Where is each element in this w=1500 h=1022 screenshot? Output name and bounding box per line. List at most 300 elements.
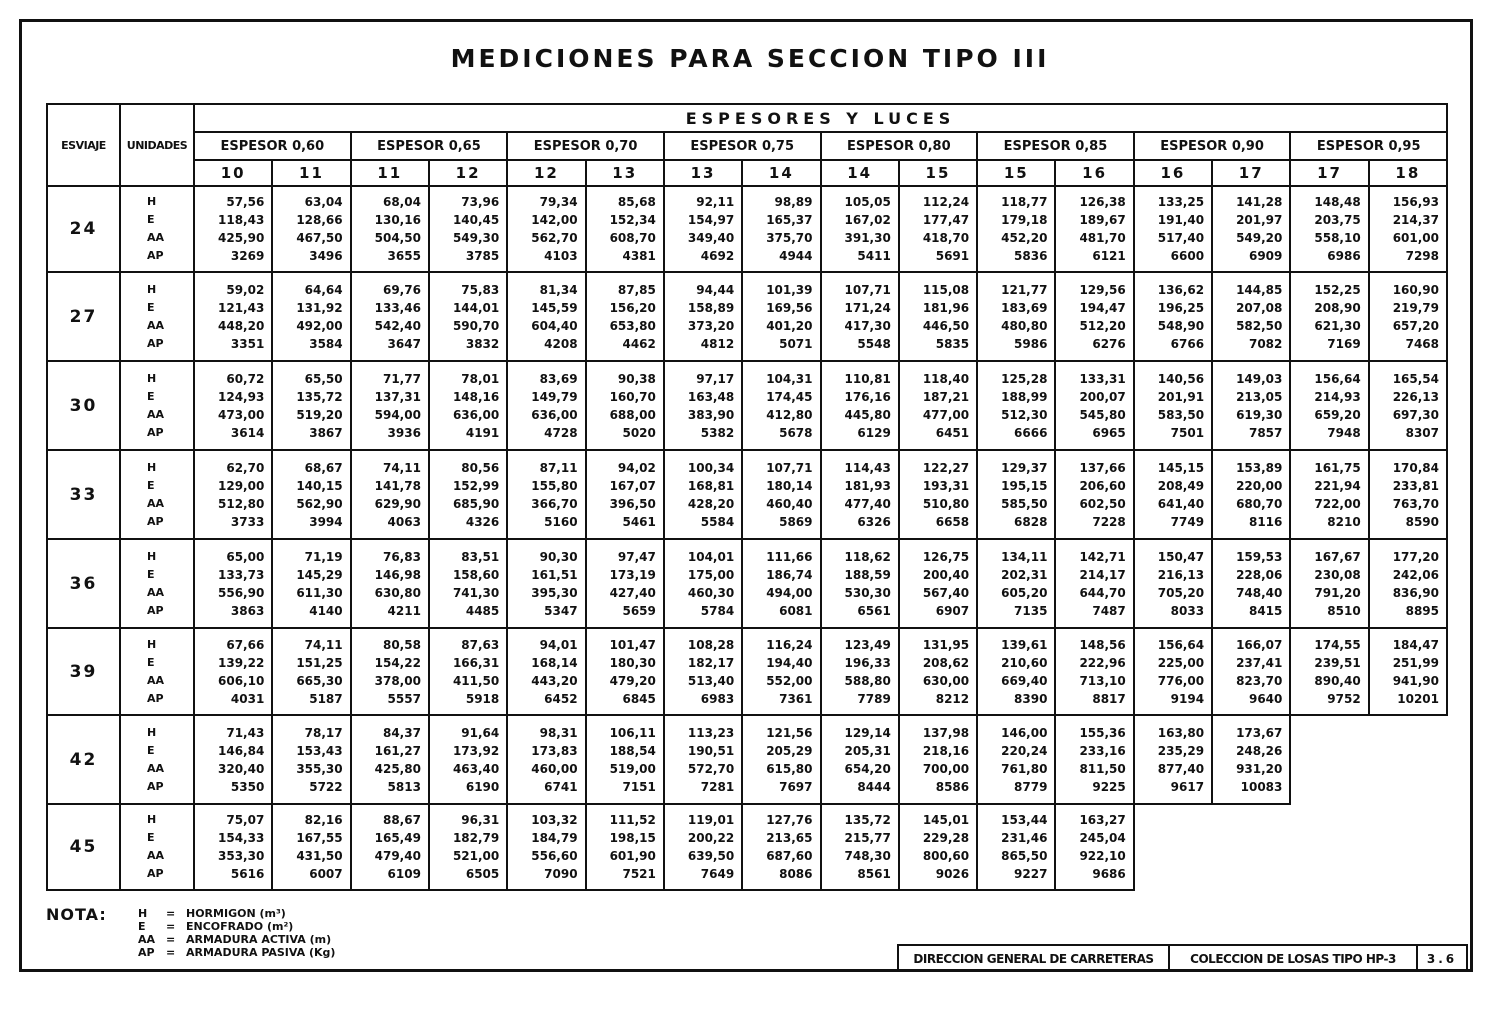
value-cell <box>1055 628 1133 715</box>
measurement-value: 685,90 <box>452 496 500 511</box>
unit-code: E <box>147 389 155 403</box>
measurement-value: 200,22 <box>687 831 735 845</box>
measurement-value: 8390 <box>1014 691 1048 706</box>
measurement-value: 135,72 <box>296 389 343 404</box>
measurement-value: 6909 <box>1248 249 1283 263</box>
measurement-value: 636,00 <box>452 407 500 422</box>
value-cell <box>586 272 664 361</box>
measurement-value: 5187 <box>309 691 343 706</box>
measurement-value: 208,90 <box>1314 300 1361 315</box>
measurement-value: 608,70 <box>609 231 656 245</box>
measurement-value: 165,54 <box>1392 371 1439 386</box>
measurement-value: 823,70 <box>1236 673 1283 688</box>
value-cell <box>429 539 507 628</box>
measurement-value: 510,80 <box>922 496 970 511</box>
value-cell <box>899 186 977 272</box>
measurement-value: 519,00 <box>609 761 656 776</box>
measurement-value: 585,50 <box>1001 496 1048 511</box>
value-cell <box>1369 628 1447 715</box>
measurement-value: 6600 <box>1170 249 1205 263</box>
measurement-value: 94,02 <box>617 460 656 475</box>
measurement-value: 4211 <box>387 603 421 618</box>
measurement-value: 606,10 <box>218 673 265 688</box>
value-cell <box>977 715 1055 804</box>
measurement-value: 391,30 <box>844 231 891 245</box>
measurement-value: 494,00 <box>766 585 813 600</box>
value-cell <box>272 628 350 715</box>
measurement-value: 202,31 <box>1001 567 1048 582</box>
value-cell <box>1212 272 1290 361</box>
org-box: DIRECCION GENERAL DE CARRETERAS <box>897 944 1170 972</box>
measurement-value: 4728 <box>544 425 578 440</box>
measurement-value: 171,24 <box>844 300 891 315</box>
luz-header: 16 <box>1134 160 1212 186</box>
value-cell <box>1369 186 1447 272</box>
measurement-value: 6845 <box>622 691 656 706</box>
measurement-value: 3994 <box>309 514 343 529</box>
measurement-value: 239,51 <box>1314 655 1361 670</box>
measurement-value: 7169 <box>1327 336 1361 351</box>
measurement-value: 460,00 <box>531 761 578 776</box>
measurement-value: 74,11 <box>304 637 343 652</box>
unit-codes-cell <box>120 539 194 628</box>
measurement-value: 431,50 <box>296 849 343 863</box>
measurement-value: 133,31 <box>1079 371 1126 386</box>
measurement-value: 230,08 <box>1314 567 1361 582</box>
measurement-value: 94,01 <box>539 637 578 652</box>
measurement-value: 167,02 <box>844 213 891 227</box>
value-cell <box>899 804 977 890</box>
measurement-value: 583,50 <box>1157 407 1205 422</box>
unit-codes-cell <box>120 272 194 361</box>
measurement-value: 64,64 <box>304 282 343 297</box>
measurement-value: 605,20 <box>1001 585 1048 600</box>
measurement-value: 141,78 <box>374 478 421 493</box>
value-cell <box>429 715 507 804</box>
measurement-value: 9225 <box>1092 779 1126 794</box>
measurement-value: 213,65 <box>766 831 813 845</box>
measurement-value: 479,20 <box>609 673 656 688</box>
measurement-value: 155,80 <box>531 478 578 493</box>
measurement-value: 5411 <box>857 249 891 263</box>
value-cell <box>899 715 977 804</box>
unit-code: E <box>147 831 155 844</box>
measurement-value: 83,51 <box>461 549 500 564</box>
unit-code: AA <box>147 673 165 687</box>
measurement-value: 130,16 <box>374 213 421 227</box>
measurement-value: 179,18 <box>1001 213 1048 227</box>
measurement-value: 425,80 <box>374 761 421 776</box>
luz-header: 17 <box>1212 160 1290 186</box>
measurement-value: 590,70 <box>452 318 500 333</box>
esviaje-cell: 42 <box>47 715 120 804</box>
measurement-value: 114,43 <box>844 460 891 475</box>
measurement-value: 124,93 <box>218 389 265 404</box>
measurement-value: 150,47 <box>1157 549 1205 564</box>
measurement-value: 216,13 <box>1157 567 1205 582</box>
measurement-value: 6121 <box>1092 249 1126 263</box>
value-cell <box>1212 450 1290 539</box>
value-cell <box>586 539 664 628</box>
measurement-value: 166,07 <box>1236 637 1283 652</box>
measurement-value: 78,17 <box>304 725 343 740</box>
measurement-value: 137,66 <box>1079 460 1126 475</box>
measurement-value: 5461 <box>622 514 656 529</box>
value-cell <box>1212 361 1290 450</box>
measurement-value: 521,00 <box>452 849 500 863</box>
measurement-value: 9640 <box>1248 691 1283 706</box>
measurement-value: 97,47 <box>617 549 656 564</box>
measurement-value: 167,07 <box>609 478 656 493</box>
measurement-value: 140,56 <box>1157 371 1205 386</box>
measurement-value: 101,39 <box>766 282 813 297</box>
measurement-value: 542,40 <box>374 318 421 333</box>
measurement-value: 556,90 <box>218 585 265 600</box>
measurement-value: 355,30 <box>296 761 343 776</box>
measurement-value: 3496 <box>309 249 343 263</box>
measurement-value: 3647 <box>387 336 421 351</box>
measurement-value: 395,30 <box>531 585 578 600</box>
measurement-value: 220,24 <box>1001 743 1048 758</box>
measurement-value: 187,21 <box>922 389 970 404</box>
measurement-value: 9026 <box>935 867 970 881</box>
measurement-value: 74,11 <box>382 460 421 475</box>
value-cell <box>1290 628 1368 715</box>
measurement-value: 158,60 <box>452 567 500 582</box>
measurement-value: 198,15 <box>609 831 656 845</box>
measurement-value: 137,31 <box>374 389 421 404</box>
measurement-value: 7649 <box>700 867 735 881</box>
measurement-value: 144,85 <box>1236 282 1283 297</box>
luz-header: 14 <box>742 160 820 186</box>
measurement-value: 173,19 <box>609 567 656 582</box>
value-cell <box>977 539 1055 628</box>
measurement-value: 604,40 <box>531 318 578 333</box>
measurement-value: 669,40 <box>1001 673 1048 688</box>
unit-code: H <box>147 549 157 563</box>
value-cell <box>194 539 272 628</box>
luz-header: 15 <box>977 160 1055 186</box>
measurement-value: 107,71 <box>844 282 891 297</box>
measurement-value: 121,56 <box>766 725 813 740</box>
measurement-value: 4208 <box>544 336 578 351</box>
measurement-value: 6326 <box>857 514 891 529</box>
value-cell <box>429 186 507 272</box>
measurement-value: 75,83 <box>461 282 500 297</box>
measurement-value: 165,49 <box>374 831 421 845</box>
measurement-value: 205,29 <box>766 743 813 758</box>
measurement-value: 145,01 <box>922 813 970 827</box>
value-cell <box>429 804 507 890</box>
value-cell <box>586 186 664 272</box>
value-cell <box>1055 715 1133 804</box>
measurement-value: 206,60 <box>1079 478 1126 493</box>
value-cell <box>821 450 899 539</box>
measurement-value: 9752 <box>1327 691 1361 706</box>
value-cell <box>742 450 820 539</box>
measurement-value: 146,00 <box>1001 725 1048 740</box>
measurement-value: 401,20 <box>766 318 813 333</box>
espesor-header: ESPESOR 0,80 <box>821 132 978 160</box>
measurement-value: 113,23 <box>687 725 735 740</box>
measurement-value: 110,81 <box>844 371 891 386</box>
measurement-value: 152,99 <box>452 478 500 493</box>
measurement-value: 443,20 <box>531 673 578 688</box>
measurement-value: 763,70 <box>1392 496 1439 511</box>
measurement-value: 4031 <box>230 691 265 706</box>
measurement-value: 941,90 <box>1392 673 1439 688</box>
measurement-value: 104,31 <box>766 371 813 386</box>
measurement-value: 512,20 <box>1079 318 1126 333</box>
esviaje-cell: 39 <box>47 628 120 715</box>
measurement-value: 428,20 <box>687 496 735 511</box>
value-cell <box>1369 539 1447 628</box>
measurement-value: 85,68 <box>617 195 656 209</box>
unit-code: H <box>147 195 157 208</box>
measurement-value: 59,02 <box>226 282 265 297</box>
value-cell <box>1055 804 1133 890</box>
measurement-value: 196,33 <box>844 655 891 670</box>
measurement-value: 7697 <box>779 779 813 794</box>
value-cell <box>194 361 272 450</box>
measurement-value: 5835 <box>935 336 970 351</box>
measurement-value: 245,04 <box>1079 831 1126 845</box>
measurement-value: 8444 <box>857 779 891 794</box>
espesor-header: ESPESOR 0,60 <box>194 132 351 160</box>
value-cell <box>351 804 429 890</box>
measurement-value: 173,92 <box>452 743 500 758</box>
measurement-value: 69,76 <box>382 282 421 297</box>
unit-code: E <box>147 567 155 581</box>
value-cell <box>1212 539 1290 628</box>
value-cell <box>977 272 1055 361</box>
measurement-value: 148,48 <box>1314 195 1361 209</box>
measurement-value: 5020 <box>622 425 656 440</box>
measurement-value: 218,16 <box>922 743 970 758</box>
value-cell <box>1290 450 1368 539</box>
value-cell <box>507 361 585 450</box>
measurement-value: 811,50 <box>1079 761 1126 776</box>
measurement-value: 149,03 <box>1236 371 1283 386</box>
measurement-value: 9686 <box>1092 867 1126 881</box>
measurement-value: 7281 <box>700 779 735 794</box>
measurement-value: 556,60 <box>531 849 578 863</box>
value-cell <box>899 361 977 450</box>
measurement-value: 8590 <box>1405 514 1439 529</box>
measurement-value: 225,00 <box>1157 655 1205 670</box>
measurement-value: 160,90 <box>1392 282 1439 297</box>
unit-code: AP <box>147 514 164 528</box>
measurement-value: 201,91 <box>1157 389 1205 404</box>
measurement-value: 4381 <box>622 249 656 263</box>
value-cell <box>664 628 742 715</box>
measurement-value: 446,50 <box>922 318 970 333</box>
measurement-value: 67,66 <box>226 637 265 652</box>
measurement-value: 129,00 <box>218 478 265 493</box>
measurement-value: 145,59 <box>531 300 578 315</box>
measurement-value: 594,00 <box>374 407 421 422</box>
table-row <box>47 272 1447 361</box>
measurement-value: 146,98 <box>374 567 421 582</box>
measurement-value: 71,77 <box>382 371 421 386</box>
unit-code: AP <box>147 779 164 793</box>
value-cell <box>1212 715 1290 804</box>
measurement-value: 168,81 <box>687 478 735 493</box>
measurement-value: 152,34 <box>609 213 656 227</box>
value-cell <box>821 361 899 450</box>
measurement-value: 173,67 <box>1236 725 1283 740</box>
measurement-value: 136,62 <box>1157 282 1205 297</box>
value-cell <box>272 804 350 890</box>
measurement-value: 922,10 <box>1079 849 1126 863</box>
measurement-value: 5836 <box>1014 249 1048 263</box>
value-cell <box>351 539 429 628</box>
unit-code: H <box>147 282 157 296</box>
measurement-value: 210,60 <box>1001 655 1048 670</box>
value-cell <box>742 186 820 272</box>
unit-code: AA <box>147 761 165 775</box>
measurement-value: 153,89 <box>1236 460 1283 475</box>
measurement-value: 320,40 <box>218 761 265 776</box>
measurement-value: 480,80 <box>1001 318 1048 333</box>
measurement-value: 193,31 <box>922 478 970 493</box>
value-cell <box>272 361 350 450</box>
measurement-value: 530,30 <box>844 585 891 600</box>
value-cell <box>586 361 664 450</box>
measurement-value: 82,16 <box>304 813 343 827</box>
measurement-value: 194,47 <box>1079 300 1126 315</box>
unit-code: AP <box>147 336 164 350</box>
measurement-value: 748,40 <box>1236 585 1283 600</box>
measurement-value: 3269 <box>230 249 265 263</box>
value-cell <box>586 804 664 890</box>
measurement-value: 242,06 <box>1392 567 1439 582</box>
measurement-value: 5347 <box>544 603 578 618</box>
measurement-value: 418,70 <box>922 231 970 245</box>
measurement-value: 5918 <box>465 691 500 706</box>
value-cell <box>351 628 429 715</box>
unit-code: AP <box>147 249 164 262</box>
luz-header: 13 <box>586 160 664 186</box>
measurement-value: 90,38 <box>617 371 656 386</box>
espesor-header: ESPESOR 0,90 <box>1134 132 1291 160</box>
value-cell <box>821 715 899 804</box>
espesores-luces-header: ESPESORES Y LUCES <box>194 104 1447 132</box>
measurement-value: 191,40 <box>1157 213 1205 227</box>
measurement-value: 81,34 <box>539 282 578 297</box>
measurement-value: 139,22 <box>218 655 265 670</box>
measurement-value: 7151 <box>622 779 656 794</box>
measurement-value: 588,80 <box>844 673 891 688</box>
measurement-value: 467,50 <box>296 231 343 245</box>
measurement-value: 654,20 <box>844 761 891 776</box>
value-cell <box>429 628 507 715</box>
luz-header: 11 <box>351 160 429 186</box>
value-cell <box>1055 450 1133 539</box>
value-cell <box>429 272 507 361</box>
measurement-value: 6561 <box>857 603 891 618</box>
measurement-value: 194,40 <box>766 655 813 670</box>
measurement-value: 549,30 <box>452 231 500 245</box>
measurement-value: 188,99 <box>1001 389 1048 404</box>
measurement-value: 375,70 <box>766 231 813 245</box>
measurement-value: 184,79 <box>531 831 578 845</box>
measurement-value: 477,40 <box>844 496 891 511</box>
measurement-value: 3584 <box>309 336 343 351</box>
measurement-value: 235,29 <box>1157 743 1205 758</box>
measurement-value: 182,17 <box>687 655 735 670</box>
measurement-value: 83,69 <box>539 371 578 386</box>
measurement-value: 7789 <box>857 691 891 706</box>
unit-code: AP <box>147 691 164 705</box>
measurement-value: 445,80 <box>844 407 891 422</box>
measurement-value: 65,50 <box>304 371 343 386</box>
measurement-value: 80,56 <box>461 460 500 475</box>
value-cell <box>1212 628 1290 715</box>
measurement-value: 134,11 <box>1001 549 1048 564</box>
measurement-value: 214,37 <box>1392 213 1439 227</box>
measurement-value: 208,49 <box>1157 478 1205 493</box>
measurement-value: 6190 <box>465 779 500 794</box>
measurement-value: 6828 <box>1014 514 1048 529</box>
value-cell <box>194 715 272 804</box>
value-cell <box>821 804 899 890</box>
table-row <box>47 715 1447 804</box>
value-cell <box>1055 361 1133 450</box>
measurement-value: 208,62 <box>922 655 970 670</box>
measurement-value: 8210 <box>1327 514 1361 529</box>
measurement-value: 176,16 <box>844 389 891 404</box>
measurement-value: 8033 <box>1170 603 1205 618</box>
measurement-value: 129,37 <box>1001 460 1048 475</box>
measurement-value: 233,16 <box>1079 743 1126 758</box>
measurement-value: 353,30 <box>218 849 265 863</box>
measurement-value: 87,11 <box>539 460 578 475</box>
measurement-value: 582,50 <box>1236 318 1283 333</box>
title-block <box>897 944 1468 972</box>
measurement-value: 5678 <box>779 425 813 440</box>
measurement-value: 144,01 <box>452 300 500 315</box>
value-cell <box>821 186 899 272</box>
unit-code: AA <box>147 849 165 862</box>
measurement-value: 7468 <box>1405 336 1439 351</box>
table-row <box>47 628 1447 715</box>
measurement-value: 5548 <box>857 336 891 351</box>
value-cell <box>507 628 585 715</box>
measurement-value: 60,72 <box>226 371 265 386</box>
luz-header: 11 <box>272 160 350 186</box>
measurement-value: 180,30 <box>609 655 656 670</box>
value-cell <box>272 272 350 361</box>
measurement-value: 417,30 <box>844 318 891 333</box>
value-cell <box>664 804 742 890</box>
measurement-value: 741,30 <box>452 585 500 600</box>
measurement-value: 68,04 <box>382 195 421 209</box>
measurement-value: 251,99 <box>1392 655 1439 670</box>
measurement-value: 108,28 <box>687 637 735 652</box>
luz-header: 17 <box>1290 160 1368 186</box>
measurement-value: 4462 <box>622 336 656 351</box>
measurement-value: 118,77 <box>1001 195 1048 209</box>
value-cell <box>742 715 820 804</box>
measurement-value: 572,70 <box>687 761 735 776</box>
value-cell <box>586 628 664 715</box>
table-row <box>47 804 1447 890</box>
measurement-value: 118,40 <box>922 371 970 386</box>
measurement-value: 463,40 <box>452 761 500 776</box>
measurement-value: 8895 <box>1405 603 1439 618</box>
measurement-value: 7749 <box>1170 514 1205 529</box>
